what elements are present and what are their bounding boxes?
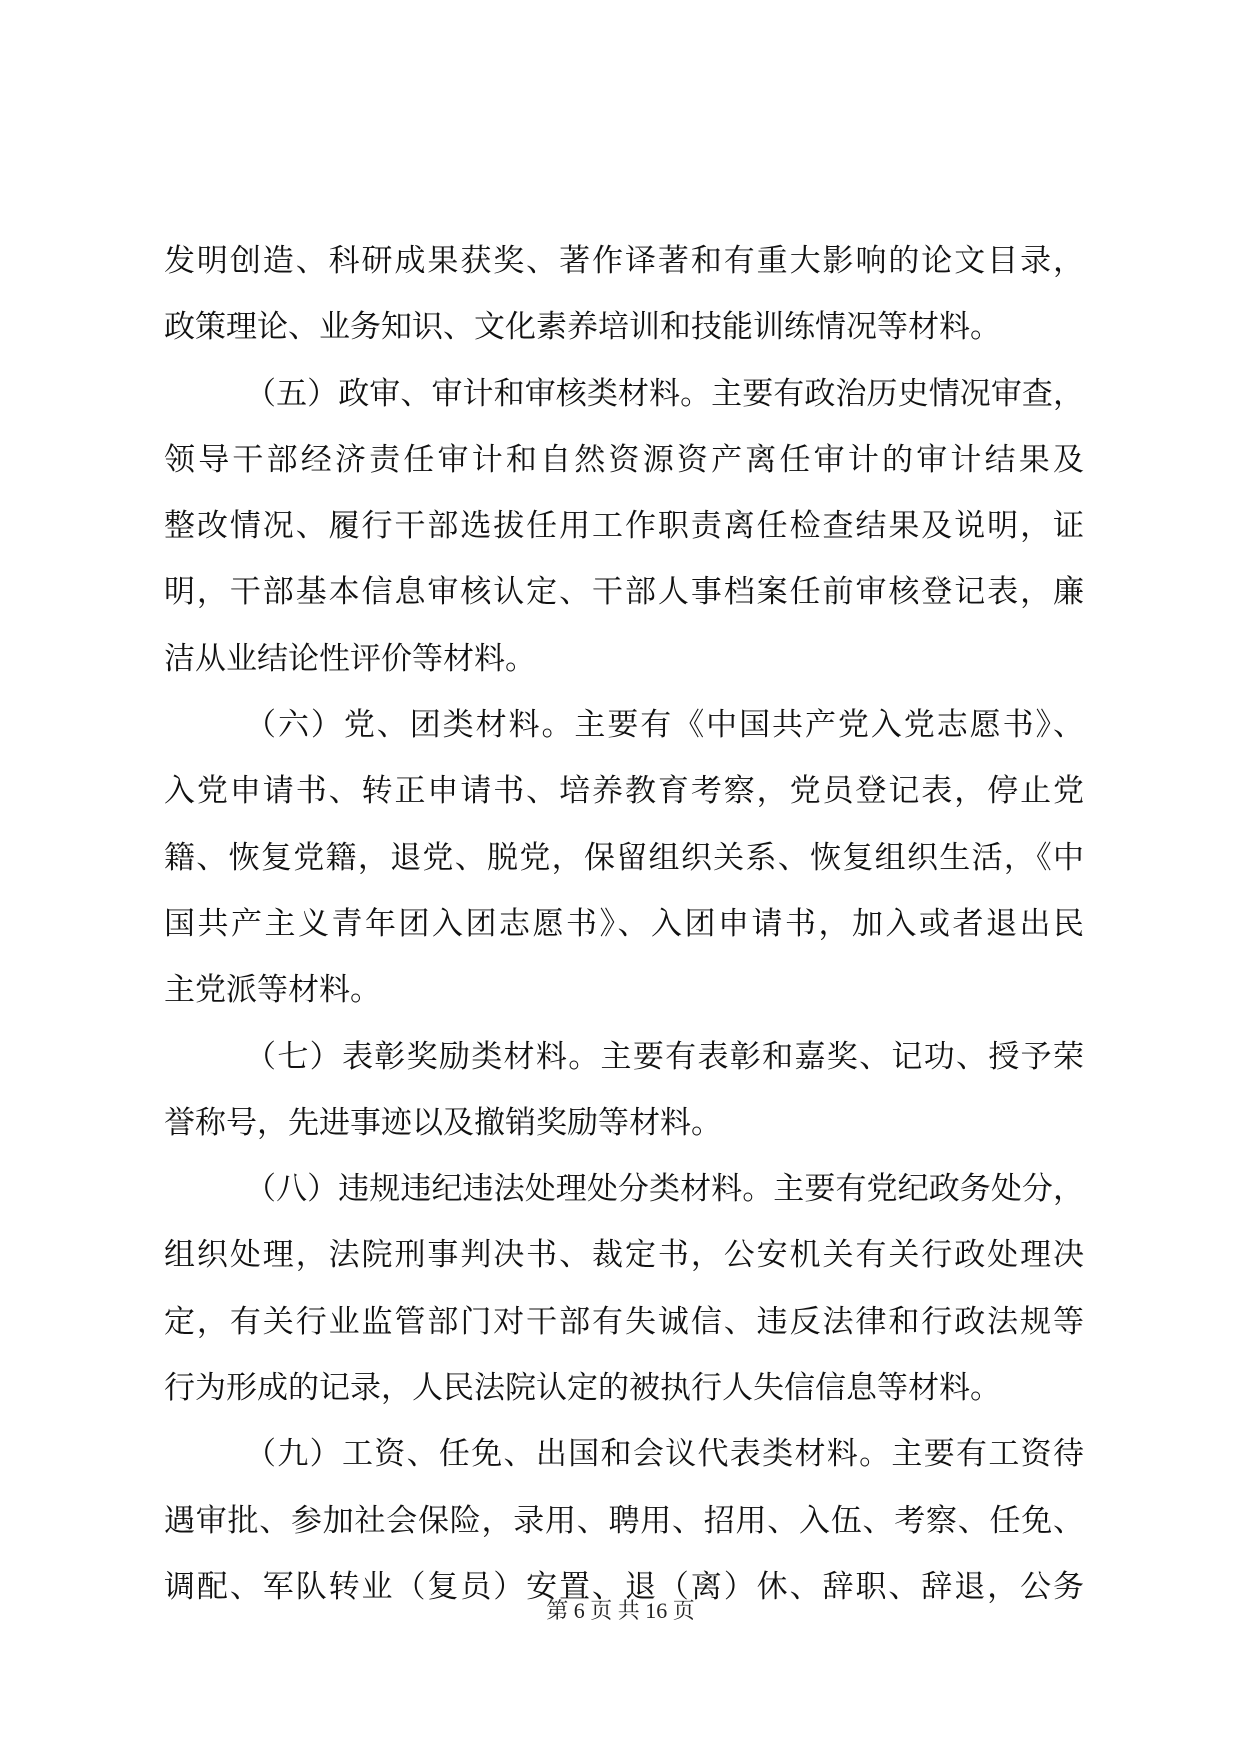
text-line: 洁从业结论性评价等材料。	[164, 640, 536, 677]
text-line: （五）政审、审计和审核类材料。主要有政治历史情况审查，	[245, 375, 1084, 412]
text-line: 誉称号，先进事迹以及撤销奖励等材料。	[164, 1104, 722, 1141]
text-line: （八）违规违纪违法处理处分类材料。主要有党纪政务处分，	[245, 1171, 1084, 1208]
text-line: 政策理论、业务知识、文化素养培训和技能训练情况等材料。	[164, 309, 1001, 346]
text-line: 整改情况、履行干部选拔任用工作职责离任检查结果及说明，证	[164, 508, 1084, 545]
text-line: 遇审批、参加社会保险，录用、聘用、招用、入伍、考察、任免、	[164, 1502, 1084, 1539]
text-line: 发明创造、科研成果获奖、著作译著和有重大影响的论文目录，	[164, 243, 1084, 279]
page-footer: 第 6 页 共 16 页	[546, 1598, 695, 1623]
text-line: （六）党、团类材料。主要有《中国共产党入党志愿书》、	[245, 707, 1084, 744]
text-line: 入党申请书、转正申请书、培养教育考察，党员登记表，停止党	[164, 773, 1084, 810]
body-text	[164, 228, 1084, 1620]
text-line: 国共产主义青年团入团志愿书》、入团申请书，加入或者退出民	[164, 905, 1084, 942]
text-line: （九）工资、任免、出国和会议代表类材料。主要有工资待	[245, 1436, 1084, 1473]
text-line: 调配、军队转业（复员）安置、退（离）休、辞职、辞退，公务	[164, 1568, 1084, 1605]
text-line: 主党派等材料。	[164, 972, 381, 1009]
text-line: 行为形成的记录，人民法院认定的被执行人失信信息等材料。	[164, 1370, 1001, 1407]
text-line: 定，有关行业监管部门对干部有失诚信、违反法律和行政法规等	[164, 1303, 1084, 1340]
text-line: 明，干部基本信息审核认定、干部人事档案任前审核登记表，廉	[164, 574, 1084, 611]
text-line: （七）表彰奖励类材料。主要有表彰和嘉奖、记功、授予荣	[245, 1038, 1084, 1075]
text-line: 籍、恢复党籍，退党、脱党，保留组织关系、恢复组织生活，《中	[164, 839, 1084, 876]
text-line: 领导干部经济责任审计和自然资源资产离任审计的审计结果及	[164, 441, 1084, 478]
text-line: 组织处理，法院刑事判决书、裁定书，公安机关有关行政处理决	[164, 1237, 1084, 1274]
